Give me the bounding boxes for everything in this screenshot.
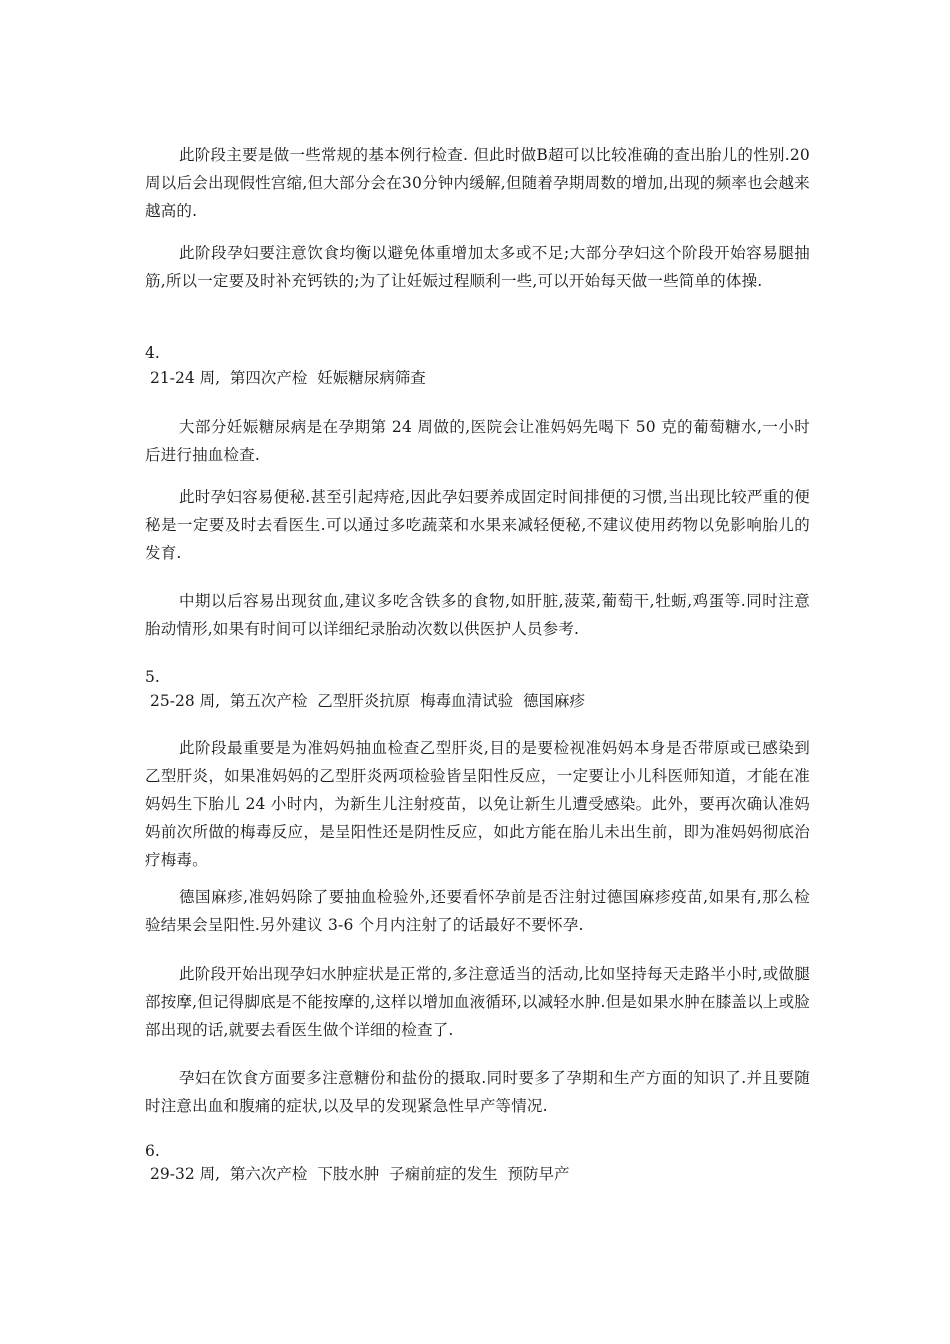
paragraph-hepatitis-b: 此阶段最重要是为准妈妈抽血检查乙型肝炎,目的是要检视准妈妈本身是否带原或已感染到乙型肝炎，如果准妈妈的乙型肝炎两项检验皆呈阳性反应，一定要让小儿科医师知道，才能在准妈妈生下胎儿 24 小时内，为新生儿注射疫苗，以免让新生儿遭受感染。此外，要再次确认准妈妈前次所做的梅毒反应，是呈阳性还是阴性反应，如此方能在胎儿未出生前，即为准妈妈彻底治疗梅毒。 (145, 739, 810, 869)
section-heading-4: 21-24 周, 第四次产检 妊娠糖尿病筛查 (150, 369, 426, 387)
paragraph-gestational-diabetes: 大部分妊娠糖尿病是在孕期第 24 周做的,医院会让准妈妈先喝下 50 克的葡萄糖水,一小时后进行抽血检查. (145, 418, 810, 464)
paragraph-diet-cramps: 此阶段孕妇要注意饮食均衡以避免体重增加太多或不足;大部分孕妇这个阶段开始容易腿抽筋,所以一定要及时补充钙铁的;为了让妊娠过程顺利一些,可以开始每天做一些简单的体操. (145, 244, 810, 290)
section-number-4: 4. (145, 344, 160, 362)
paragraph-rubella: 德国麻疹,准妈妈除了要抽血检验外,还要看怀孕前是否注射过德国麻疹疫苗,如果有,那么检验结果会呈阳性.另外建议 3-6 个月内注射了的话最好不要怀孕. (145, 888, 810, 934)
section-heading-6: 29-32 周, 第六次产检 下肢水肿 子痫前症的发生 预防早产 (150, 1165, 570, 1183)
section-number-5: 5. (145, 668, 160, 686)
paragraph-anemia: 中期以后容易出现贫血,建议多吃含铁多的食物,如肝脏,菠菜,葡萄干,牡蛎,鸡蛋等.同时注意胎动情形,如果有时间可以详细纪录胎动次数以供医护人员参考. (145, 592, 810, 638)
paragraph-edema: 此阶段开始出现孕妇水肿症状是正常的,多注意适当的活动,比如坚持每天走路半小时,或做腿部按摩,但记得脚底是不能按摩的,这样以增加血液循环,以减轻水肿.但是如果水肿在膝盖以上或脸部出现的话,就要去看医生做个详细的检查了. (145, 965, 810, 1039)
section-heading-5: 25-28 周, 第五次产检 乙型肝炎抗原 梅毒血清试验 德国麻疹 (150, 692, 585, 710)
section-number-6: 6. (145, 1142, 160, 1160)
paragraph-routine-check: 此阶段主要是做一些常规的基本例行检查. 但此时做B超可以比较准确的查出胎儿的性别.20周以后会出现假性宫缩,但大部分会在30分钟内缓解,但随着孕期周数的增加,出现的频率也会越来越高的. (145, 146, 810, 220)
paragraph-nutrition: 孕妇在饮食方面要多注意糖份和盐份的摄取.同时要多了孕期和生产方面的知识了.并且要随时注意出血和腹痛的症状,以及早的发现紧急性早产等情况. (145, 1069, 810, 1115)
paragraph-constipation: 此时孕妇容易便秘.甚至引起痔疮,因此孕妇要养成固定时间排便的习惯,当出现比较严重的便秘是一定要及时去看医生.可以通过多吃蔬菜和水果来减轻便秘,不建议使用药物以免影响胎儿的发育. (145, 488, 810, 562)
